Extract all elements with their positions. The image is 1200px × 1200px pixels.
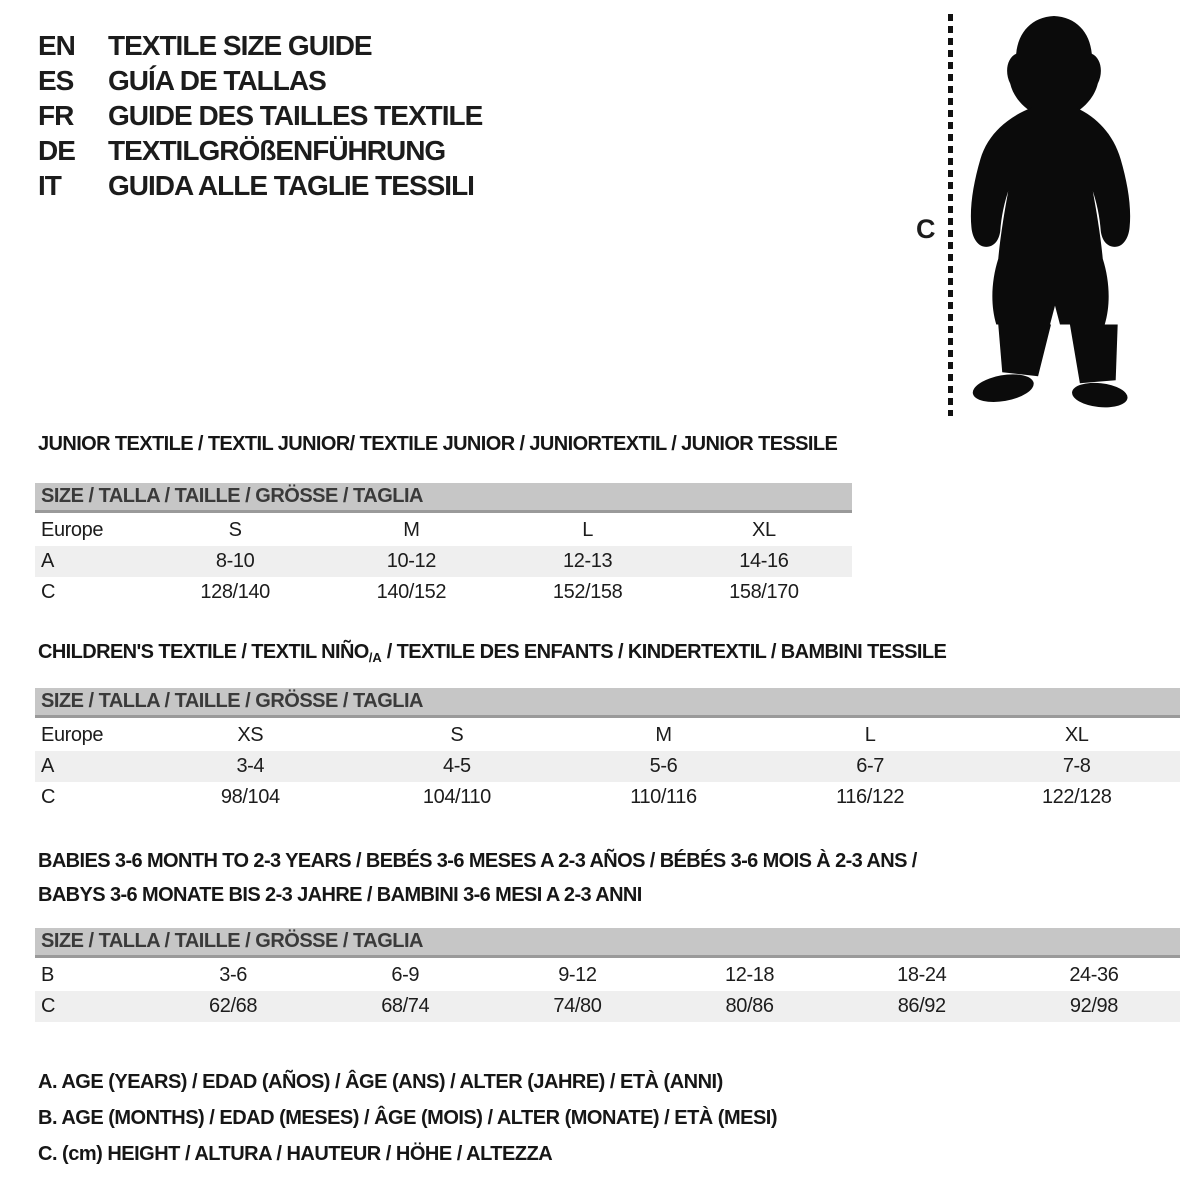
- language-row-es: [38, 63, 482, 98]
- row-label: Europe: [41, 724, 104, 746]
- language-row-en: [38, 28, 482, 63]
- junior-size-table: [35, 483, 852, 608]
- height-cell: 68/74: [381, 995, 430, 1017]
- age-cell: 12-13: [563, 550, 613, 572]
- language-label: TEXTILE SIZE GUIDE: [108, 29, 372, 61]
- children-title-subscript: /A: [368, 650, 382, 665]
- children-title-text: / TEXTILE DES ENFANTS / KINDERTEXTIL / BAMBINI TESSILE: [381, 641, 947, 663]
- height-cell: 110/116: [630, 786, 697, 808]
- months-cell: 9-12: [558, 964, 597, 986]
- babies-row-height: [35, 991, 1180, 1022]
- size-cell: M: [403, 519, 420, 541]
- language-label: GUIDE DES TAILLES TEXTILE: [108, 99, 483, 131]
- height-cell: 122/128: [1041, 786, 1112, 808]
- language-code: DE: [38, 134, 75, 166]
- junior-row-europe: [35, 515, 852, 546]
- toddler-silhouette-icon: [958, 12, 1148, 422]
- babies-row-months: [35, 960, 1180, 991]
- height-cell: 140/152: [376, 581, 447, 603]
- size-cell: L: [864, 724, 876, 746]
- age-cell: 3-4: [236, 755, 265, 777]
- size-cell: S: [228, 519, 242, 541]
- row-label: C: [41, 786, 56, 808]
- measurement-legend: [38, 1064, 777, 1172]
- language-row-fr: [38, 98, 482, 133]
- age-cell: 14-16: [739, 550, 789, 572]
- height-cell: 86/92: [897, 995, 946, 1017]
- legend-line-a: A. AGE (YEARS) / EDAD (AÑOS) / ÂGE (ANS) / ALTER (JAHRE) / ETÀ (ANNI): [38, 1071, 723, 1093]
- children-section-title: [38, 641, 946, 665]
- months-cell: 12-18: [725, 964, 775, 986]
- junior-section-title: JUNIOR TEXTILE / TEXTIL JUNIOR/ TEXTILE JUNIOR / JUNIORTEXTIL / JUNIOR TESSILE: [38, 433, 838, 455]
- babies-size-header-bar: SIZE / TALLA / TAILLE / GRÖSSE / TAGLIA: [35, 928, 1180, 958]
- junior-row-height: [35, 577, 852, 608]
- age-cell: 4-5: [443, 755, 471, 777]
- babies-title-line2: BABYS 3-6 MONATE BIS 2-3 JAHRE / BAMBINI 3-6 MESI A 2-3 ANNI: [38, 884, 642, 906]
- row-label: A: [41, 550, 54, 572]
- size-cell: L: [582, 519, 593, 541]
- months-cell: 3-6: [219, 964, 247, 986]
- junior-size-header-bar: SIZE / TALLA / TAILLE / GRÖSSE / TAGLIA: [35, 483, 852, 513]
- size-cell: XS: [237, 724, 264, 746]
- legend-line-c: C. (cm) HEIGHT / ALTURA / HAUTEUR / HÖHE / ALTEZZA: [38, 1143, 553, 1165]
- row-label: B: [41, 964, 54, 986]
- height-cell: 80/86: [725, 995, 774, 1017]
- row-label: C: [41, 581, 56, 603]
- height-cell: 158/170: [729, 581, 799, 603]
- language-code: ES: [38, 64, 74, 96]
- months-cell: 18-24: [897, 964, 947, 986]
- height-cell: 128/140: [200, 581, 270, 603]
- row-label: A: [41, 755, 54, 777]
- language-row-de: [38, 133, 482, 168]
- babies-section-title: [38, 844, 917, 912]
- height-cell: 92/98: [1069, 995, 1118, 1017]
- height-cell: 104/110: [422, 786, 491, 808]
- row-label: Europe: [41, 519, 104, 541]
- height-cell: 98/104: [220, 786, 280, 808]
- height-cell: 62/68: [209, 995, 258, 1017]
- age-cell: 6-7: [856, 755, 884, 777]
- row-label: C: [41, 995, 56, 1017]
- height-cell: 116/122: [836, 786, 905, 808]
- months-cell: 6-9: [391, 964, 420, 986]
- language-label: GUIDA ALLE TAGLIE TESSILI: [108, 169, 474, 201]
- age-cell: 10-12: [386, 550, 436, 572]
- height-measure-label: C: [916, 214, 936, 244]
- months-cell: 24-36: [1069, 964, 1119, 986]
- junior-row-age: [35, 546, 852, 577]
- children-row-height: [35, 782, 1180, 813]
- language-title-block: [38, 28, 482, 203]
- babies-title-line1: BABIES 3-6 MONTH TO 2-3 YEARS / BEBÉS 3-6 MESES A 2-3 AÑOS / BÉBÉS 3-6 MOIS À 2-3 ANS /: [38, 850, 917, 872]
- size-cell: XL: [1064, 724, 1089, 746]
- height-cell: 152/158: [552, 581, 623, 603]
- height-cell: 74/80: [553, 995, 602, 1017]
- language-label: GUÍA DE TALLAS: [108, 64, 326, 96]
- age-cell: 5-6: [649, 755, 678, 777]
- language-row-it: [38, 168, 482, 203]
- language-code: EN: [38, 29, 75, 61]
- language-label: TEXTILGRÖßENFÜHRUNG: [108, 134, 446, 166]
- size-cell: XL: [752, 519, 776, 541]
- children-title-text: CHILDREN'S TEXTILE / TEXTIL NIÑO: [38, 641, 369, 663]
- language-code: IT: [38, 169, 61, 201]
- children-size-header-bar: SIZE / TALLA / TAILLE / GRÖSSE / TAGLIA: [35, 688, 1180, 718]
- age-cell: 7-8: [1062, 755, 1091, 777]
- size-cell: M: [655, 724, 672, 746]
- babies-size-table: [35, 928, 1180, 1022]
- age-cell: 8-10: [215, 550, 255, 572]
- children-row-age: [35, 751, 1180, 782]
- height-dashed-line: [948, 14, 953, 416]
- children-size-table: [35, 688, 1180, 813]
- legend-line-b: B. AGE (MONTHS) / EDAD (MESES) / ÂGE (MOIS) / ALTER (MONATE) / ETÀ (MESI): [38, 1107, 778, 1129]
- children-row-europe: [35, 720, 1180, 751]
- size-cell: S: [450, 724, 464, 746]
- language-code: FR: [38, 99, 74, 131]
